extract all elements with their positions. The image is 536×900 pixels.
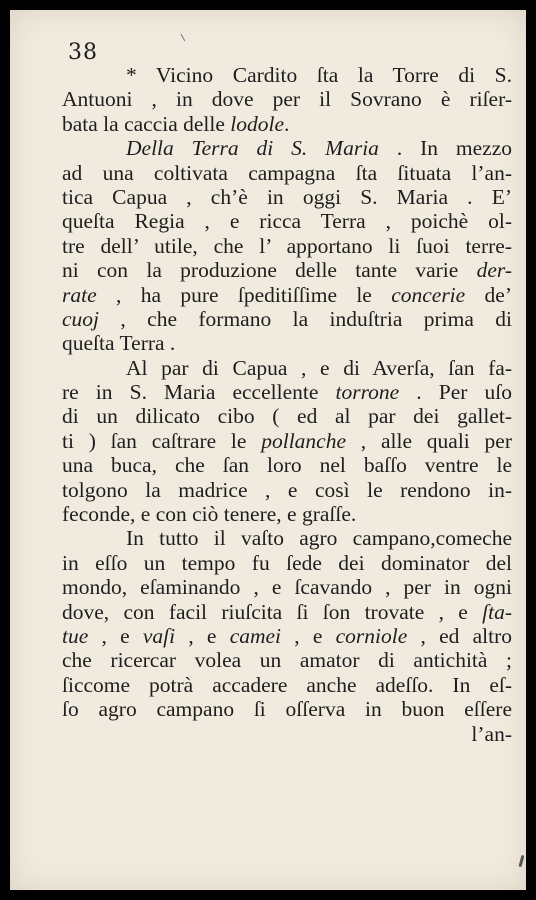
text-line	[62, 356, 512, 380]
text-line	[62, 673, 512, 697]
line-text: Al par di Capua , e di Averſa, ſan fa-	[126, 355, 512, 380]
italic-text: camei	[229, 623, 282, 648]
line-text: ti ) ſan caſtrare le	[62, 428, 262, 453]
text-line	[62, 575, 512, 599]
italic-text: ſta-	[482, 599, 512, 624]
line-text: , e	[88, 623, 143, 648]
line-text: tolgono la madrice , e così le rendono in-	[62, 477, 512, 502]
line-text: , alle quali per	[346, 428, 512, 453]
line-text: dove, con facil riuſcita ſi ſon trovate , e	[62, 599, 483, 624]
line-text: ad una coltivata campagna ſta ſituata l’an-	[62, 160, 512, 185]
line-text: , ed altro	[407, 623, 512, 648]
line-text: . Per uſo	[399, 380, 512, 405]
text-line	[62, 87, 512, 111]
text-line	[62, 331, 512, 355]
line-text: tica Capua , ch’è in oggi S. Maria . E’	[62, 184, 512, 209]
paragraph	[62, 136, 512, 356]
text-line	[62, 161, 512, 185]
line-text: * Vicino Cardito ſta la Torre di S.	[126, 63, 512, 87]
italic-text: vaſi	[142, 623, 176, 648]
text-line	[62, 404, 512, 428]
line-text: .	[284, 111, 290, 136]
text-line	[62, 697, 512, 721]
line-text: bata la caccia delle	[62, 111, 231, 136]
text-line	[62, 283, 512, 307]
page-text	[62, 63, 512, 746]
text-line	[62, 722, 512, 746]
text-line	[62, 112, 512, 136]
line-text: , e	[175, 623, 230, 648]
text-line	[62, 307, 512, 331]
text-line	[62, 209, 512, 233]
line-text: l’an-	[471, 721, 512, 746]
line-text: ſo agro campano ſi oſſerva in buon eſſere	[62, 697, 512, 722]
line-text: ni con la produzione delle tante varie	[62, 258, 477, 283]
italic-text: torrone	[335, 380, 400, 405]
line-text: , che formano la induſtria prima di	[99, 306, 512, 331]
italic-text: cuoj	[62, 306, 100, 331]
text-line	[62, 502, 512, 526]
line-text: re in S. Maria eccellente	[62, 380, 336, 405]
line-text: In tutto il vaſto agro campano,comeche	[126, 526, 512, 551]
line-text: queſta Terra .	[62, 331, 176, 356]
text-line	[62, 136, 512, 160]
line-text: queſta Regia , e ricca Terra , poichè ol-	[62, 209, 512, 234]
text-line	[62, 551, 512, 575]
paragraph	[62, 526, 512, 746]
text-line	[62, 624, 512, 648]
italic-text: pollanche	[261, 428, 347, 453]
text-line	[62, 453, 512, 477]
margin-mark	[518, 855, 524, 867]
paragraph	[62, 356, 512, 527]
line-text: Antuoni , in dove per il Sovrano è riſer-	[62, 87, 512, 112]
ink-mark	[180, 31, 190, 41]
text-line	[62, 478, 512, 502]
italic-text: der-	[476, 258, 512, 283]
text-line	[62, 648, 512, 672]
line-text: mondo, eſaminando , e ſcavando , per in ogni	[62, 575, 512, 600]
line-text: feconde, e con ciò tenere, e graſſe.	[62, 502, 357, 527]
line-text: de’	[465, 282, 512, 307]
italic-text: concerie	[391, 282, 466, 307]
line-text: che ricercar volea un amator di antichità ;	[62, 648, 512, 673]
italic-text: Della Terra di S. Maria	[126, 136, 379, 161]
italic-text: lodole	[230, 111, 285, 136]
text-line	[62, 234, 512, 258]
italic-text: rate	[62, 282, 97, 307]
line-text: , e	[281, 623, 336, 648]
text-line	[62, 380, 512, 404]
italic-text: tue	[62, 623, 89, 648]
text-line	[62, 63, 512, 87]
line-text: tre dell’ utile, che l’ apportano li ſuoi terre-	[62, 233, 512, 258]
italic-text: corniole	[335, 623, 408, 648]
text-line	[62, 526, 512, 550]
line-text: una buca, che ſan loro nel baſſo ventre le	[62, 453, 512, 478]
book-page	[10, 10, 526, 890]
line-text: in eſſo un tempo fu ſede dei dominator del	[62, 550, 512, 575]
text-line	[62, 185, 512, 209]
page-number: 38	[68, 40, 98, 65]
text-line	[62, 600, 512, 624]
line-text: . In mezzo	[378, 136, 512, 161]
line-text: , ha pure ſpeditiſſime le	[96, 282, 392, 307]
line-text: di un dilicato cibo ( ed al par dei gallet-	[62, 404, 512, 429]
paragraph	[62, 63, 512, 136]
text-line	[62, 429, 512, 453]
line-text: ſiccome potrà accadere anche adeſſo. In eſ-	[62, 672, 512, 697]
text-line	[62, 258, 512, 282]
